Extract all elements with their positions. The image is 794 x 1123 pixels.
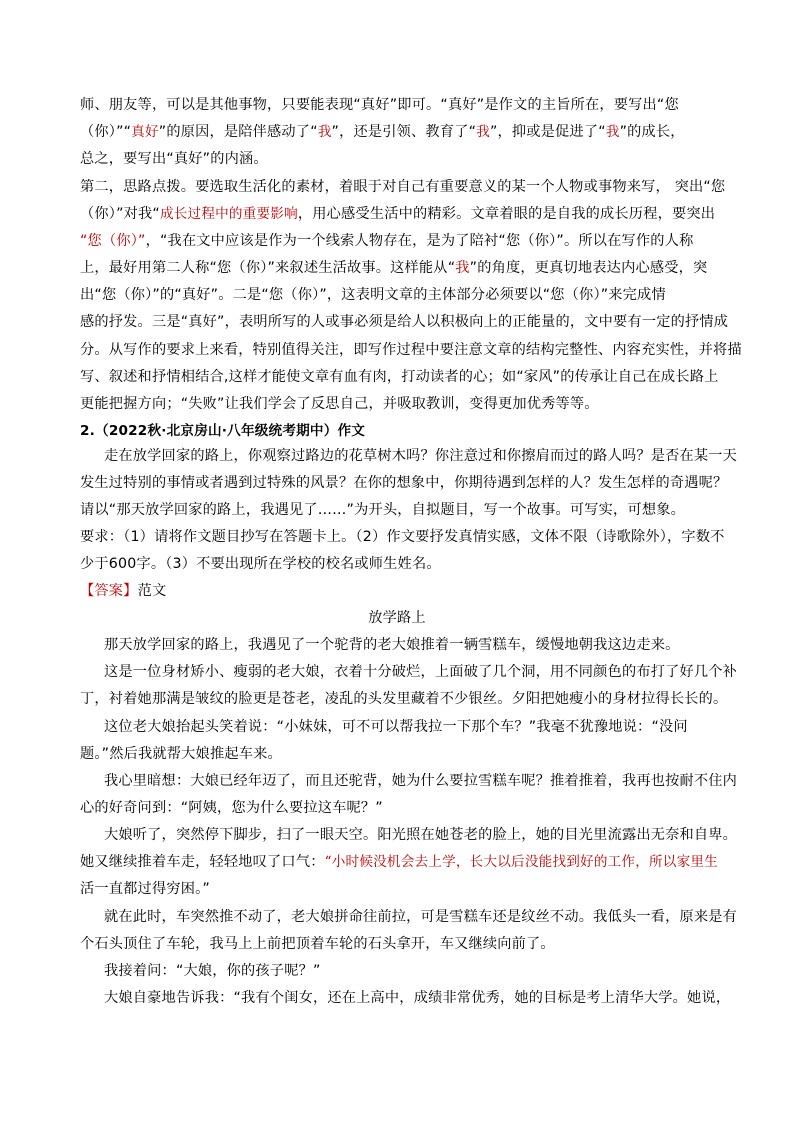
text-line: 活一直都过得穷困。” [80, 881, 210, 897]
text-line: 感的抒发。三是“真好”，表明所写的人或事必须是给人以积极向上的正能量的，文中要有一定的抒情成 [80, 314, 729, 330]
question-header: 2.（2022秋·北京房山·八年级统考期中）作文 [80, 423, 366, 439]
text-line: 分。从写作的要求上来看，特别值得关注，即写作过程中要注意文章的结构完整性、内容充实性，并将描 [80, 342, 742, 358]
text-line: 更能把握方向；“失败”让我们学会了反思自己，并吸取教训，变得更加优秀等等。 [80, 396, 599, 412]
text-line: 总之，要写出“真好”的内涵。 [80, 151, 268, 167]
text-line: 第二，思路点拨。要选取生活化的素材，着眼于对自己有重要意义的某一个人物或事物来写， 突出“您 [80, 179, 726, 195]
text-line: 个石头顶住了车轮，我马上上前把顶着车轮的石头拿开，车又继续向前了。 [80, 936, 555, 952]
essay-title: 放学路上 [368, 610, 426, 626]
text-line: 丁，衬着她那满是皱纹的脸更是苍老，凌乱的头发里藏着不少银丝。夕阳把她瘦小的身材拉得长长的。 [80, 691, 728, 707]
highlight-text: 成长过程中的重要影响 [159, 206, 298, 222]
text-line: 这是一位身材矫小、瘦弱的老大娘，衣着十分破烂，上面破了几个洞，用不同颜色的布打了好几个补 [104, 664, 738, 680]
text-line: 这位老大娘抬起头笑着说：“小妹妹，可不可以帮我拉一下那个车？”我毫不犹豫地说：“没问 [104, 719, 688, 735]
text-line: （你）”“真好”的原因，是陪伴感动了“我”，还是引领、教育了“我”，抑或是促进了“我”的成长， [80, 124, 685, 140]
text-line: 就在此时，车突然推不动了，老大娘拼命往前拉，可是雪糕车还是纹丝不动。我低头一看，原来是有 [104, 909, 738, 925]
highlight-text: 我 [455, 260, 470, 276]
text-line: 师、朋友等，可以是其他事物，只要能表现“真好”即可。“真好”是作文的主旨所在，要写出“您 [80, 97, 679, 113]
text-line: 上，最好用第二人称“您（你）”来叙述生活故事。这样能从“我”的角度，更真切地表达内心感受，突 [80, 260, 708, 276]
highlight-text: 真好 [131, 124, 159, 140]
highlight-text: “小时候没机会去上学，长大以后没能找到好的工作，所以家里生 [324, 854, 718, 870]
text-line: 请以“那天放学回家的路上，我遇见了……”为开头，自拟题目，写一个故事。可写实，可想象。 [80, 502, 685, 518]
text-line: 发生过特别的事情或者遇到过特殊的风景？在你的想象中，你期待遇到怎样的人？发生怎样的奇遇呢？ [80, 475, 728, 491]
text-line: 我接着问：“大娘，你的孩子呢？” [104, 963, 321, 979]
text-line: “您（你）”，“我在文中应该是作为一个线索人物存在，是为了陪衬“您（你）”。所以在写作的人称 [80, 233, 694, 249]
highlight-text: 我 [605, 124, 620, 140]
answer-tag: 【答案】 [80, 583, 138, 599]
text-line: 我心里暗想：大娘已经年迈了，而且还驼背，她为什么要拉雪糕车呢？推着推着，我再也按耐不住内 [104, 773, 738, 789]
text-line: （你）”对我“成长过程中的重要影响，用心感受生活中的精彩。文章着眼的是自我的成长历程，要突出 [80, 206, 716, 222]
text-line: 题。”然后我就帮大娘推起车来。 [80, 746, 282, 762]
highlight-text: “您（你）” [80, 233, 146, 249]
text-line: 那天放学回家的路上，我遇见了一个驼背的老大娘推着一辆雪糕车，缓慢地朝我这边走来。 [104, 637, 680, 653]
text-line: 心的好奇问到：“阿姨，您为什么要拉这车呢？” [80, 800, 383, 816]
text-line: 少于600字。（3）不要出现所在学校的校名或师生姓名。 [80, 556, 441, 572]
text-line: 写、叙述和抒情相结合,这样才能使文章有血有肉，打动读者的心；如“家风”的传承让自己在成长路上 [80, 369, 719, 385]
text-line: 大娘自豪地告诉我：“我有个闺女，还在上高中，成绩非常优秀，她的目标是考上清华大学。她说， [104, 990, 731, 1006]
highlight-text: 我 [476, 124, 490, 140]
highlight-text: 我 [317, 124, 332, 140]
text-line: 出“您（你）”的“真好”。二是“您（你）”，这表明文章的主体部分必须要以“您（你）”来完成情 [80, 287, 666, 303]
text-line: 走在放学回家的路上，你观察过路边的花草树木吗？你注意过和你擦肩而过的路人吗？是否在某一天 [104, 448, 738, 464]
text-line: 大娘听了，突然停下脚步，扫了一眼天空。阳光照在她苍老的脸上，她的目光里流露出无奈和自卑。 [104, 827, 738, 843]
text-line: 要求：（1）请将作文题目抄写在答题卡上。（2）作文要抒发真情实感，文体不限（诗歌除外），字数不 [80, 529, 725, 545]
text-line: 她又继续推着车走，轻轻地叹了口气：“小时候没机会去上学，长大以后没能找到好的工作，所以家里生 [80, 854, 718, 870]
answer-label: 【答案】范文 [80, 583, 167, 599]
